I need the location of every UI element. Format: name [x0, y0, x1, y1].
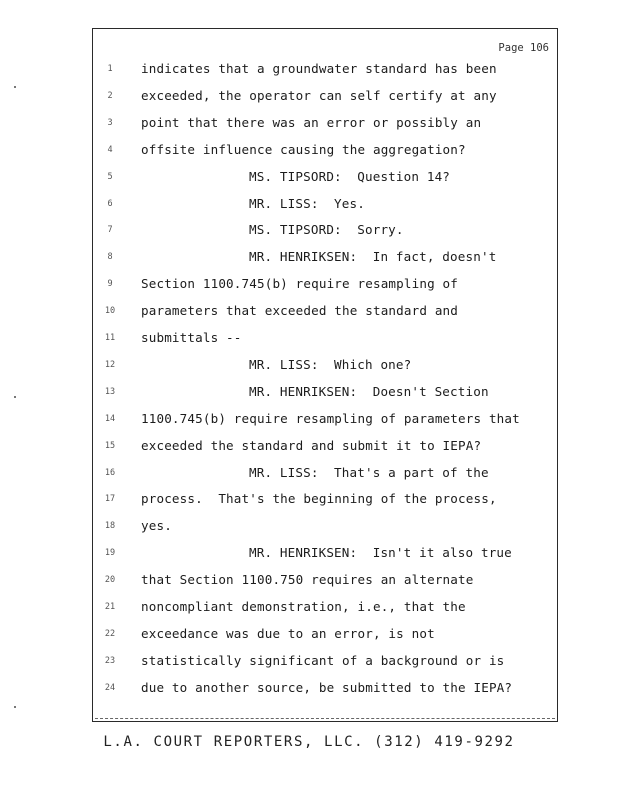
line-number: 21: [104, 602, 116, 612]
line-text: MR. LISS: Yes.: [249, 195, 365, 211]
bottom-rule: [95, 718, 555, 719]
line-number: 20: [104, 575, 116, 586]
line-number: 1: [107, 64, 113, 74]
line-text: MR. HENRIKSEN: Doesn't Section: [249, 383, 489, 399]
line-number: 14: [104, 413, 116, 424]
line-number: 24: [104, 682, 116, 693]
line-number: 8: [107, 252, 113, 263]
line-number: 2: [107, 90, 113, 101]
scan-speck: [14, 396, 16, 398]
line-number: 7: [107, 225, 113, 236]
line-number: 18: [104, 521, 116, 532]
line-text: yes.: [141, 518, 172, 534]
transcript-line: [93, 599, 557, 626]
line-text: Section 1100.745(b) require resampling of: [141, 276, 459, 292]
line-number: 6: [107, 198, 113, 209]
transcript-line: [93, 330, 557, 357]
line-text: due to another source, be submitted to the IEPA?: [141, 679, 513, 695]
line-number: 10: [104, 306, 116, 317]
transcript-line: [93, 518, 557, 545]
transcript-line: [93, 491, 557, 518]
line-text: noncompliant demonstration, i.e., that the: [141, 599, 466, 614]
transcript-line: [93, 626, 557, 653]
line-text: that Section 1100.750 requires an alternate: [141, 572, 474, 588]
court-reporter-footer: L.A. COURT REPORTERS, LLC. (312) 419-9292: [103, 734, 515, 750]
transcript-line: [93, 169, 557, 196]
line-text: process. That's the beginning of the process,: [141, 491, 497, 507]
line-number: 22: [104, 628, 116, 639]
scan-speck: [14, 706, 16, 708]
transcript-line: [93, 680, 557, 707]
transcript-line: [93, 276, 557, 303]
page-number-label: Page 106: [498, 42, 549, 54]
line-text: exceedance was due to an error, is not: [141, 625, 435, 641]
transcript-line: [93, 572, 557, 599]
transcript-line: [93, 411, 557, 438]
line-number: 23: [104, 655, 116, 666]
transcript-line: [93, 357, 557, 384]
transcript-line: [93, 196, 557, 223]
transcript-line: [93, 249, 557, 276]
transcript-line: [93, 61, 557, 88]
line-text: exceeded, the operator can self certify at any: [141, 87, 497, 103]
line-number: 15: [104, 440, 116, 451]
line-text: statistically significant of a background or is: [141, 652, 505, 668]
line-text: MR. LISS: Which one?: [249, 356, 412, 372]
line-number: 9: [107, 279, 113, 290]
line-number: 5: [107, 171, 113, 182]
line-number: 11: [104, 333, 116, 343]
transcript-line: [93, 384, 557, 411]
line-number: 13: [104, 386, 116, 397]
transcript-line: [93, 115, 557, 142]
line-text: exceeded the standard and submit it to IEPA?: [141, 437, 482, 453]
line-number: 4: [107, 144, 113, 155]
line-number: 16: [104, 467, 116, 478]
transcript-line: [93, 142, 557, 169]
line-text: MS. TIPSORD: Sorry.: [249, 222, 404, 238]
line-text: MR. HENRIKSEN: Isn't it also true: [249, 545, 512, 561]
line-text: parameters that exceeded the standard and: [141, 303, 459, 319]
line-number: 19: [104, 548, 116, 559]
line-number: 17: [104, 494, 116, 505]
line-text: point that there was an error or possibly an: [141, 114, 482, 130]
line-text: MR. LISS: That's a part of the: [249, 464, 489, 480]
line-text: MS. TIPSORD: Question 14?: [249, 168, 451, 184]
line-text: offsite influence causing the aggregation?: [141, 141, 466, 157]
transcript-page-frame: [92, 28, 558, 722]
transcript-line: [93, 222, 557, 249]
transcript-line: [93, 545, 557, 572]
line-number: 3: [107, 117, 113, 128]
transcript-line: [93, 438, 557, 465]
transcript-line: [93, 88, 557, 115]
line-text: 1100.745(b) require resampling of parameters that: [141, 410, 520, 426]
line-text: indicates that a groundwater standard has been: [141, 61, 497, 76]
transcript-line: [93, 465, 557, 492]
scan-speck: [14, 86, 16, 88]
transcript-line: [93, 653, 557, 680]
line-text: submittals --: [141, 330, 242, 345]
line-text: MR. HENRIKSEN: In fact, doesn't: [249, 249, 497, 265]
transcript-line: [93, 303, 557, 330]
line-number: 12: [104, 359, 116, 370]
